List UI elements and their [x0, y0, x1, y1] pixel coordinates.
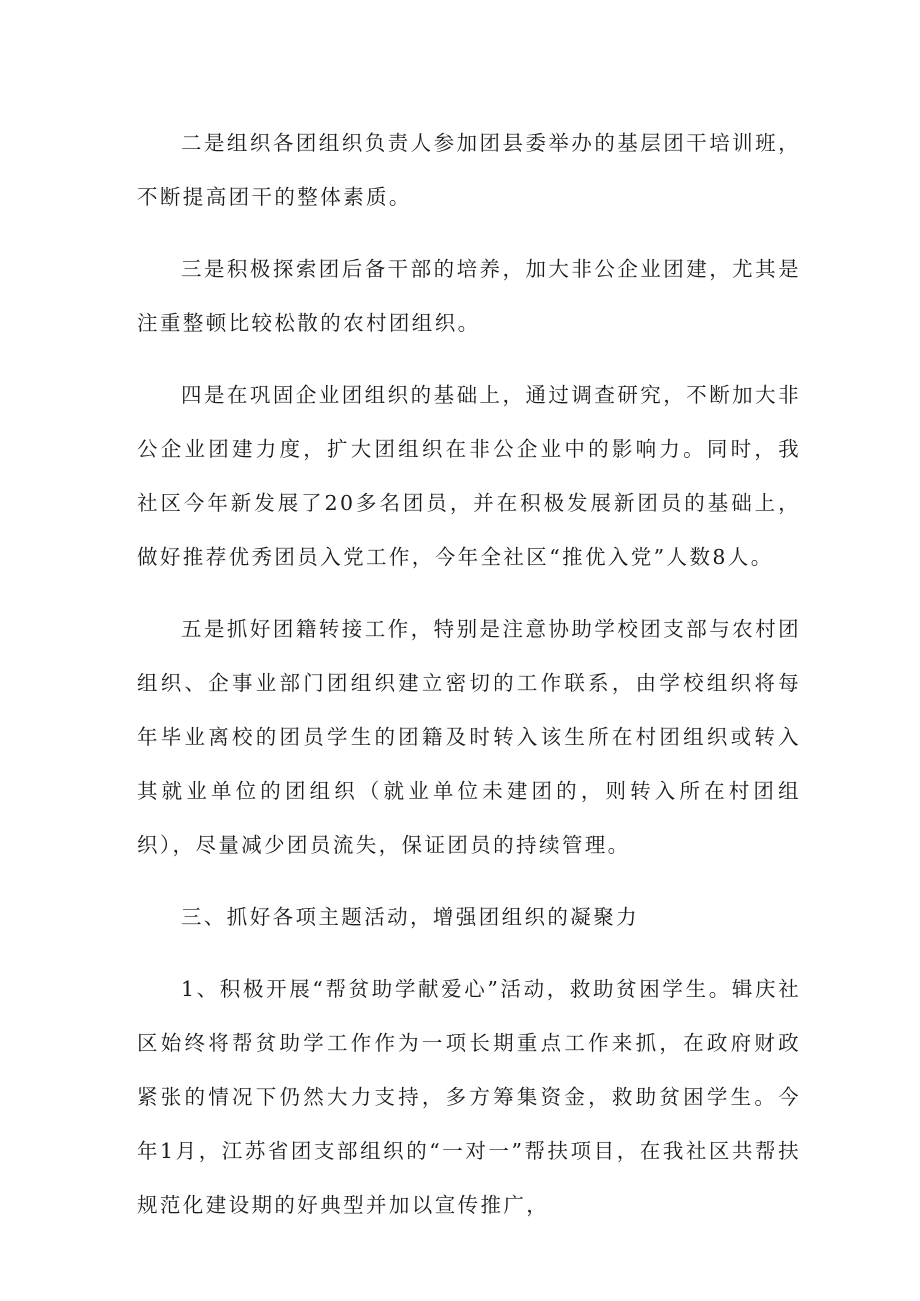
paragraph-membership-transfer: 五是抓好团籍转接工作，特别是注意协助学校团支部与农村团组织、企事业部门团组织建立密切的工作联系，由学校组织将每年毕业离校的团员学生的团籍及时转入该生所在村团组织或转入其就业单位的团组织（就业单位未建团的，则转入所在村团组织），尽量减少团员流失，保证团员的持续管理。	[137, 617, 801, 857]
paragraph-training: 二是组织各团组织负责人参加团县委举办的基层团干培训班，不断提高团干的整体素质。	[137, 131, 801, 209]
section-heading-themed-activities: 三、抓好各项主题活动，增强团组织的凝聚力	[181, 905, 639, 929]
paragraph-reserve-cadres: 三是积极探索团后备干部的培养，加大非公企业团建，尤其是注重整顿比较松散的农村团组织。	[137, 257, 801, 335]
paragraph-poverty-aid: 1、积极开展“帮贫助学献爱心”活动，救助贫困学生。辑庆社区始终将帮贫助学工作作为一项长期重点工作来抓，在政府财政紧张的情况下仍然大力支持，多方筹集资金，救助贫困学生。今年1月，江苏省团支部组织的“一对一”帮扶项目，在我社区共帮扶规范化建设期的好典型并加以宣传推广，	[137, 977, 801, 1217]
paragraph-non-public-enterprises: 四是在巩固企业团组织的基础上，通过调查研究，不断加大非公企业团建力度，扩大团组织在非公企业中的影响力。同时，我社区今年新发展了20多名团员，并在积极发展新团员的基础上，做好推荐优秀团员入党工作，今年全社区“推优入党”人数8人。	[137, 383, 801, 569]
